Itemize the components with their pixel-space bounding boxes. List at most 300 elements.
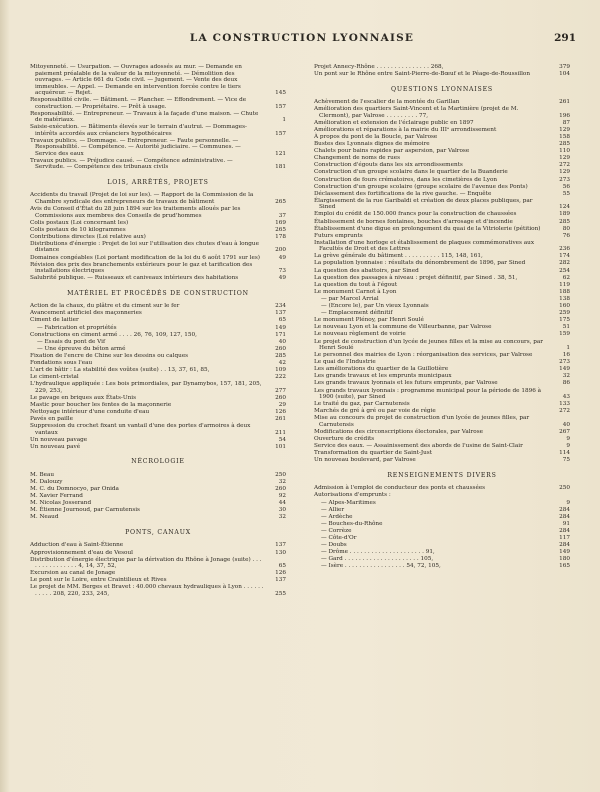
entry-text: Transformation du quartier de Saint-Just xyxy=(314,450,432,457)
entry-text: — Côte-d'Or xyxy=(321,534,357,541)
entry-page-ref: 284 xyxy=(559,542,570,549)
index-entry xyxy=(314,260,570,267)
entry-text: M. Neaud xyxy=(30,514,59,521)
entry-text: Saisie-exécution. — Bâtiments élevés sur le terrain d'autrui. — Dommages-intérêts accordés aux créanciers hypothécaires xyxy=(30,124,247,137)
index-entry xyxy=(314,289,570,296)
entry-page-ref: 130 xyxy=(275,549,286,556)
entry-page-ref: 159 xyxy=(559,331,570,338)
entry-text: Le personnel des mairies de Lyon : réorganisation des services, par Valrose xyxy=(314,352,533,359)
entry-page-ref: 255 xyxy=(275,590,286,597)
index-entry xyxy=(314,106,570,119)
index-entry xyxy=(314,339,570,352)
index-entry xyxy=(30,339,286,346)
entry-text: Avancement artificiel des maçonneries xyxy=(30,310,142,317)
index-entry xyxy=(30,158,286,171)
index-entry xyxy=(314,563,570,570)
entry-text: Le projet de MM. Berges et Bravet : 40.000 chevaux hydrauliques à Lyon . . . . . . . . . . . 208, 220, 233, 245, xyxy=(30,584,264,597)
entry-text: Le traité du gaz, par Carnutensis xyxy=(314,401,410,408)
index-entry xyxy=(30,542,286,549)
entry-text: Contributions directes (Loi relative aux) xyxy=(30,233,146,240)
entry-page-ref: 181 xyxy=(275,164,286,171)
entry-page-ref: 236 xyxy=(559,246,570,253)
entry-page-ref: 379 xyxy=(559,64,570,70)
entry-text: Domaines congéables (Loi portant modification de la loi du 6 août 1791 sur les) xyxy=(30,254,260,261)
entry-page-ref: 1 xyxy=(566,345,570,351)
entry-page-ref: 129 xyxy=(559,126,570,133)
entry-page-ref: 149 xyxy=(275,324,286,331)
entry-text: Construction d'un groupe scolaire (groupe scolaire de l'avenue des Ponts) xyxy=(314,183,528,190)
entry-page-ref: 137 xyxy=(275,310,286,317)
entry-page-ref: 277 xyxy=(275,387,286,394)
entry-page-ref: 32 xyxy=(278,514,286,521)
entry-text: M. Xavier Ferrand xyxy=(30,493,83,500)
entry-page-ref: 29 xyxy=(278,401,286,408)
index-entry xyxy=(314,64,570,71)
index-entry xyxy=(314,253,570,260)
entry-page-ref: 272 xyxy=(559,408,570,415)
entry-text: — par Marcel Arrial xyxy=(321,295,379,302)
entry-page-ref: 1 xyxy=(282,117,286,124)
entry-page-ref: 222 xyxy=(275,374,286,381)
entry-text: La question des abattoirs, par Sined xyxy=(314,267,419,274)
index-entry xyxy=(30,493,286,500)
entry-page-ref: 260 xyxy=(275,345,286,352)
entry-text: Le monument Carnot à Lyon xyxy=(314,288,397,295)
index-entry xyxy=(314,507,570,514)
entry-text: Le quai de l'Industrie xyxy=(314,359,376,366)
entry-text: — Une épreuve du béton armé xyxy=(37,345,126,352)
section-heading: QUESTIONS LYONNAISES xyxy=(391,85,493,93)
entry-text: Ciment de laitier xyxy=(30,317,79,324)
entry-page-ref: 267 xyxy=(559,428,570,435)
entry-text: Mise au concours du projet de construction d'un lycée de jeunes filles, par Carnutensis xyxy=(314,415,530,428)
index-entry xyxy=(30,255,286,262)
entry-text: — Drôme . . . . . . . . . . . . . . . . . . . . . 91, xyxy=(321,549,435,556)
entry-page-ref: 43 xyxy=(562,394,570,401)
index-entry xyxy=(30,241,286,254)
index-entry xyxy=(30,353,286,360)
entry-page-ref: 145 xyxy=(275,90,286,96)
section-heading: PONTS, CANAUX xyxy=(125,528,191,536)
entry-text: Nettoyage intérieur d'une conduite d'eau xyxy=(30,409,150,416)
index-entry xyxy=(30,395,286,402)
entry-page-ref: 65 xyxy=(278,563,286,570)
entry-text: Construction de fours crématoires, dans les cimetières de Lyon xyxy=(314,176,498,183)
entry-page-ref: 261 xyxy=(559,99,570,106)
index-entry xyxy=(314,310,570,317)
entry-text: Salubrité publique. — Ruisseaux et caniveaux intérieurs des habitations xyxy=(30,275,239,282)
index-entry xyxy=(314,240,570,253)
entry-page-ref: 196 xyxy=(559,112,570,119)
entry-text: Révision des prix des branchements extérieurs pour le gaz et tarification des installations électriques xyxy=(30,261,253,275)
entry-page-ref: 165 xyxy=(559,563,570,570)
entry-text: Constructions en ciment armé . . . . 26, 76, 109, 127, 150, xyxy=(30,331,197,338)
index-entry xyxy=(314,198,570,211)
index-entry xyxy=(314,366,570,373)
entry-text: Distributions d'énergie : Projet de loi sur l'utilisation des chutes d'eau à longue distance xyxy=(30,240,259,254)
entry-page-ref: 117 xyxy=(559,534,570,541)
index-entry xyxy=(314,71,570,78)
index-entry xyxy=(314,296,570,303)
entry-page-ref: 285 xyxy=(275,352,286,359)
index-entry xyxy=(314,134,570,141)
entry-text: Suppression du crochet fixant un vantail d'une des portes d'armoires à deux vantaux xyxy=(30,423,251,436)
entry-text: Colis postaux (Loi concernant les) xyxy=(30,219,129,226)
entry-page-ref: 73 xyxy=(278,268,286,275)
right-column xyxy=(314,64,570,570)
index-entry xyxy=(30,192,286,205)
entry-page-ref: 259 xyxy=(559,310,570,317)
entry-page-ref: 92 xyxy=(278,493,286,500)
index-entry xyxy=(314,500,570,507)
entry-page-ref: 40 xyxy=(562,421,570,428)
index-entry xyxy=(30,206,286,219)
index-entry xyxy=(30,409,286,416)
entry-text: Les grands travaux et les emprunts municipaux xyxy=(314,373,452,380)
entry-text: M. Beau xyxy=(30,471,55,478)
index-entry xyxy=(30,325,286,332)
left-column xyxy=(30,64,286,598)
entry-page-ref: 37 xyxy=(278,212,286,219)
entry-text: Installation d'une horloge et établissement de plaques commémoratives aux Facultés de Droit et des Lettres xyxy=(314,239,535,253)
entry-page-ref: 285 xyxy=(559,218,570,225)
entry-page-ref: 175 xyxy=(559,317,570,324)
index-entry xyxy=(314,99,570,106)
entry-page-ref: 273 xyxy=(559,176,570,183)
entry-text: Le monument Plénoy, par Henri Soulé xyxy=(314,317,424,324)
index-entry xyxy=(314,549,570,556)
entry-text: Ouverture de crédits xyxy=(314,436,375,443)
entry-page-ref: 138 xyxy=(559,295,570,302)
entry-text: Modifications des circonscriptions électorales, par Valrose xyxy=(314,428,483,435)
entry-page-ref: 137 xyxy=(275,542,286,549)
entry-page-ref: 114 xyxy=(559,450,570,457)
entry-page-ref: 284 xyxy=(559,513,570,520)
index-entry xyxy=(314,373,570,380)
entry-page-ref: 284 xyxy=(559,506,570,513)
entry-page-ref: 42 xyxy=(278,359,286,366)
index-entry xyxy=(30,486,286,493)
entry-page-ref: 87 xyxy=(562,119,570,126)
index-entry xyxy=(30,550,286,557)
entry-page-ref: 200 xyxy=(275,247,286,254)
index-entry xyxy=(30,374,286,381)
index-entry xyxy=(314,303,570,310)
entry-page-ref: 188 xyxy=(559,288,570,295)
entry-text: La population lyonnaise : résultats du dénombrement de 1896, par Sined xyxy=(314,260,526,267)
entry-page-ref: 265 xyxy=(275,198,286,205)
index-entry xyxy=(30,111,286,124)
index-entry xyxy=(30,584,286,597)
index-entry xyxy=(314,324,570,331)
index-entry xyxy=(30,500,286,507)
index-entry xyxy=(314,492,570,499)
index-entry xyxy=(314,380,570,387)
entry-text: La question des passages à niveau : projet définitif, par Sined . 38, 51, xyxy=(314,274,518,281)
index-entry xyxy=(30,138,286,158)
entry-page-ref: 178 xyxy=(275,233,286,240)
index-entry xyxy=(314,184,570,191)
index-entry xyxy=(314,275,570,282)
index-entry xyxy=(314,177,570,184)
entry-page-ref: 158 xyxy=(559,133,570,140)
entry-page-ref: 171 xyxy=(275,331,286,338)
entry-text: — Alpes-Maritimes xyxy=(321,499,376,506)
section-heading: RENSEIGNEMENTS DIVERS xyxy=(387,471,497,479)
index-entry xyxy=(30,124,286,137)
index-entry xyxy=(314,211,570,218)
index-entry xyxy=(314,169,570,176)
entry-page-ref: 133 xyxy=(559,401,570,408)
entry-text: Élargissement de la rue Garibaldi et création de deux places publiques, par Sined xyxy=(314,197,533,211)
entry-page-ref: 250 xyxy=(275,471,286,478)
entry-page-ref: 126 xyxy=(275,409,286,416)
index-entry xyxy=(314,542,570,549)
index-entry xyxy=(314,317,570,324)
entry-page-ref: 284 xyxy=(559,527,570,534)
index-entry xyxy=(30,97,286,110)
entry-page-ref: 234 xyxy=(275,303,286,310)
entry-text: M. Nicolas Josserand xyxy=(30,500,92,507)
index-entry xyxy=(30,577,286,584)
entry-text: Distribution d'énergie électrique par la dérivation du Rhône à Jonage (suite) . . . . . . . . . . . . . . . 4, 14, 37, 52, xyxy=(30,556,262,570)
entry-page-ref: 75 xyxy=(562,457,570,464)
section-heading: NÉCROLOGIE xyxy=(131,458,185,466)
index-entry xyxy=(314,141,570,148)
index-entry xyxy=(314,226,570,233)
entry-text: Emploi du crédit de 150.000 francs pour la construction de chaussées xyxy=(314,211,517,218)
entry-text: — Emplacement définitif xyxy=(321,310,393,317)
entry-text: Colis postaux de 10 kilogrammes xyxy=(30,226,126,233)
entry-page-ref: 91 xyxy=(562,520,570,527)
index-entry xyxy=(314,233,570,240)
entry-text: Le pavage en briques aux États-Unis xyxy=(30,394,137,401)
entry-text: — Isère . . . . . . . . . . . . . . . . . 54, 72, 105, xyxy=(321,563,441,570)
entry-text: M. C. du Domnocyo, par Onida xyxy=(30,486,119,493)
entry-page-ref: 54 xyxy=(278,436,286,443)
entry-text: — Corrèze xyxy=(321,527,352,534)
entry-page-ref: 86 xyxy=(562,380,570,387)
index-entry xyxy=(314,521,570,528)
entry-text: Marchés de gré à gré ou par voie de régie xyxy=(314,408,436,415)
entry-page-ref: 285 xyxy=(559,141,570,148)
entry-page-ref: 49 xyxy=(278,275,286,282)
entry-page-ref: 254 xyxy=(559,267,570,274)
entry-text: Le nouveau Lyon et la commune de Villeurbanne, par Valrose xyxy=(314,324,492,331)
entry-page-ref: 129 xyxy=(559,169,570,176)
entry-page-ref: 119 xyxy=(559,281,570,288)
entry-page-ref: 9 xyxy=(566,436,570,443)
index-entry xyxy=(30,367,286,374)
entry-text: Changement de noms de rues xyxy=(314,155,401,162)
entry-page-ref: 282 xyxy=(559,260,570,267)
entry-page-ref: 9 xyxy=(566,443,570,450)
index-entry xyxy=(30,402,286,409)
entry-text: Mitoyenneté. — Usurpation. — Ouvrages adossés au mur. — Demande en paiement préalable de la valeur de la mitoyenneté. — Démolition des ouvrages. — Article 661 du Code civil. — Jugement. — Vente des deux immeubles. — Appel. — Demande en intervention forcée contre le tiers acquéreur. — Rejet. xyxy=(30,64,242,96)
index-entry xyxy=(314,485,570,492)
index-entry xyxy=(314,162,570,169)
entry-page-ref: 180 xyxy=(559,556,570,563)
entry-text: Construction d'un groupe scolaire dans le quartier de la Buanderie xyxy=(314,169,508,176)
index-entry xyxy=(314,282,570,289)
entry-text: À propos du pont de la Boucle, par Valrose xyxy=(314,133,438,140)
entry-page-ref: 65 xyxy=(278,317,286,324)
section-heading: LOIS, ARRÊTÉS, PROJETS xyxy=(107,178,209,186)
page-header xyxy=(28,32,576,48)
entry-page-ref: 250 xyxy=(559,485,570,492)
index-entry xyxy=(314,331,570,338)
entry-page-ref: 51 xyxy=(562,324,570,331)
index-entry xyxy=(314,556,570,563)
entry-text: Le ciment-cristal xyxy=(30,374,79,381)
entry-text: Fondations sous l'eau xyxy=(30,359,93,366)
index-entry xyxy=(314,436,570,443)
entry-text: Un nouveau pavé xyxy=(30,443,81,450)
entry-text: Accidents du travail (Projet de loi sur les). — Rapport de la Commission de la Chambre syndicale des entrepreneurs de travaux de bâtiment xyxy=(30,192,254,205)
entry-text: Déclassement des fortifications de la rive gauche. — Enquête xyxy=(314,190,492,197)
entry-text: Action de la chaux, du plâtre et du ciment sur le fer xyxy=(30,303,180,310)
entry-page-ref: 30 xyxy=(278,507,286,514)
index-entry xyxy=(314,352,570,359)
entry-text: — Bouches-du-Rhône xyxy=(321,520,383,527)
entry-page-ref: 76 xyxy=(562,232,570,239)
index-entry xyxy=(314,127,570,134)
entry-page-ref: 160 xyxy=(559,303,570,310)
index-entry xyxy=(30,557,286,570)
entry-text: Avis du Conseil d'État du 28 juin 1894 sur les traitements alloués par les Commissions aux membres des Conseils de prud'hommes xyxy=(30,206,241,219)
entry-text: M. Dalouzy xyxy=(30,479,63,485)
entry-text: Responsabilité. — Entrepreneur. — Travaux à la façade d'une maison. — Chute de matériaux. xyxy=(30,110,259,124)
entry-page-ref: 261 xyxy=(275,416,286,423)
entry-page-ref: 157 xyxy=(275,103,286,110)
entry-text: Travaux publics. — Dommage. — Entrepreneur. — Faute personnelle. — Responsabilité. — Compétence. — Autorité judiciaire. — Communes. — Service des eaux xyxy=(30,137,241,157)
running-title: LA CONSTRUCTION LYONNAISE xyxy=(189,32,415,44)
entry-text: Un nouveau boulevard, par Valrose xyxy=(314,457,416,464)
index-entry xyxy=(30,423,286,436)
entry-text: Les grands travaux lyonnais et les futurs emprunts, par Valrose xyxy=(314,380,498,387)
entry-page-ref: 9 xyxy=(566,499,570,506)
index-entry xyxy=(314,528,570,535)
index-entry xyxy=(30,310,286,317)
index-entry xyxy=(30,437,286,444)
page-number: 291 xyxy=(554,32,576,44)
entry-page-ref: 32 xyxy=(278,479,286,485)
entry-text: Autorisations d'emprunts : xyxy=(314,492,391,499)
entry-text: Achèvement de l'escalier de la montée du Garillan xyxy=(314,99,460,106)
entry-page-ref: 109 xyxy=(275,367,286,374)
entry-page-ref: 211 xyxy=(275,429,286,436)
entry-page-ref: 80 xyxy=(562,225,570,232)
entry-text: — Fabrication et propriétés xyxy=(37,324,117,331)
entry-text: Établissement de bornes fontaines, bouches d'arrosage et d'incendie xyxy=(314,218,513,225)
index-entry xyxy=(30,262,286,275)
entry-page-ref: 56 xyxy=(562,183,570,190)
entry-text: — Ardèche xyxy=(321,513,353,520)
index-entry xyxy=(30,332,286,339)
index-entry xyxy=(314,429,570,436)
index-entry xyxy=(314,120,570,127)
index-entry xyxy=(314,155,570,162)
entry-text: — Doubs xyxy=(321,542,347,549)
index-entry xyxy=(30,479,286,486)
entry-page-ref: 44 xyxy=(278,500,286,507)
entry-text: Le projet de construction d'un lycée de jeunes filles et la mise au concours, par Henri Soulé xyxy=(314,338,543,351)
index-entry xyxy=(314,408,570,415)
entry-text: Amélioration des quartiers Saint-Vincent et la Martinière (projet de M. Clermont), par Valrose . . . . . . . . . 77, xyxy=(314,106,519,119)
entry-page-ref: 265 xyxy=(275,226,286,233)
entry-page-ref: 272 xyxy=(559,162,570,169)
entry-page-ref: 174 xyxy=(559,253,570,260)
entry-text: — Essais du pont de Vif xyxy=(37,338,106,345)
entry-text: Projet Annecy-Rhône . . . . . . . . . . . . . . . 268, xyxy=(314,64,444,70)
entry-text: M. Étienne Journoud, par Carnutensis xyxy=(30,507,140,514)
index-entry xyxy=(314,401,570,408)
index-entry xyxy=(30,346,286,353)
entry-text: — Gard . . . . . . . . . . . . . . . . . . . . . 105, xyxy=(321,556,434,563)
entry-text: Les grands travaux lyonnais : programme municipal pour la période de 1896 à 1900 (suite), par Sined xyxy=(314,387,542,401)
entry-text: Travaux publics. — Préjudice causé. — Compétence administrative. — Servitude. — Compétence des tribunaux civils xyxy=(30,157,233,171)
index-entry xyxy=(30,303,286,310)
entry-page-ref: 260 xyxy=(275,486,286,493)
entry-text: Futurs emprunts xyxy=(314,232,363,239)
entry-text: Service des eaux. — Assainissement des abords de l'usine de Saint-Clair xyxy=(314,443,523,450)
index-entry xyxy=(30,507,286,514)
entry-page-ref: 157 xyxy=(275,130,286,137)
entry-page-ref: 126 xyxy=(275,570,286,577)
entry-text: Responsabilité civile. — Bâtiment. — Plancher. — Effondrement. — Vice de construction. — Propriétaire. — Prêt à usage. xyxy=(30,97,247,110)
entry-page-ref: 55 xyxy=(562,190,570,197)
entry-text: Adduction d'eau à Saint-Étienne xyxy=(30,542,124,549)
index-entry xyxy=(314,359,570,366)
entry-text: Bustes des Lyonnais dignes de mémoire xyxy=(314,141,430,148)
entry-page-ref: 101 xyxy=(275,443,286,450)
index-entry xyxy=(30,275,286,282)
entry-text: La question du tout à l'égout xyxy=(314,281,398,288)
entry-page-ref: 129 xyxy=(559,155,570,162)
index-entry xyxy=(314,535,570,542)
index-entry xyxy=(30,317,286,324)
index-entry xyxy=(30,381,286,394)
index-entry xyxy=(314,457,570,464)
entry-text: Améliorations et réparations à la mairie du IIIᵉ arrondissement xyxy=(314,126,497,133)
entry-text: Construction d'égouts dans les six arrondissements xyxy=(314,162,463,169)
index-entry xyxy=(30,416,286,423)
entry-page-ref: 260 xyxy=(275,394,286,401)
entry-text: Amélioration et extension de l'éclairage public en 1897 xyxy=(314,119,474,126)
entry-text: Approvisionnement d'eau de Vesoul xyxy=(30,549,133,556)
entry-page-ref: 137 xyxy=(275,577,286,584)
index-entry xyxy=(314,268,570,275)
entry-page-ref: 149 xyxy=(559,549,570,556)
entry-text: L'hydraulique appliquée : Les bois primordiales, par Dynamybos, 157, 181, 205, 229, 253, xyxy=(30,381,262,394)
index-entry xyxy=(30,360,286,367)
index-entry xyxy=(314,514,570,521)
entry-text: La grève générale du bâtiment . . . . . . . . . . 115, 148, 161, xyxy=(314,253,483,260)
section-heading: MATÉRIEL ET PROCÉDÉS DE CONSTRUCTION xyxy=(67,289,249,297)
entry-text: Fixation de l'encre de Chine sur les dessins ou calques xyxy=(30,352,189,359)
entry-page-ref: 49 xyxy=(278,254,286,261)
entry-text: — Allier xyxy=(321,506,345,513)
index-entry xyxy=(30,220,286,227)
entry-page-ref: 16 xyxy=(562,352,570,359)
index-entry xyxy=(314,388,570,401)
index-entry xyxy=(314,443,570,450)
entry-page-ref: 121 xyxy=(275,150,286,157)
index-entry xyxy=(30,64,286,97)
index-entry xyxy=(30,234,286,241)
entry-page-ref: 104 xyxy=(559,71,570,78)
entry-text: Admission à l'emploi de conducteur des ponts et chaussées xyxy=(314,485,486,492)
